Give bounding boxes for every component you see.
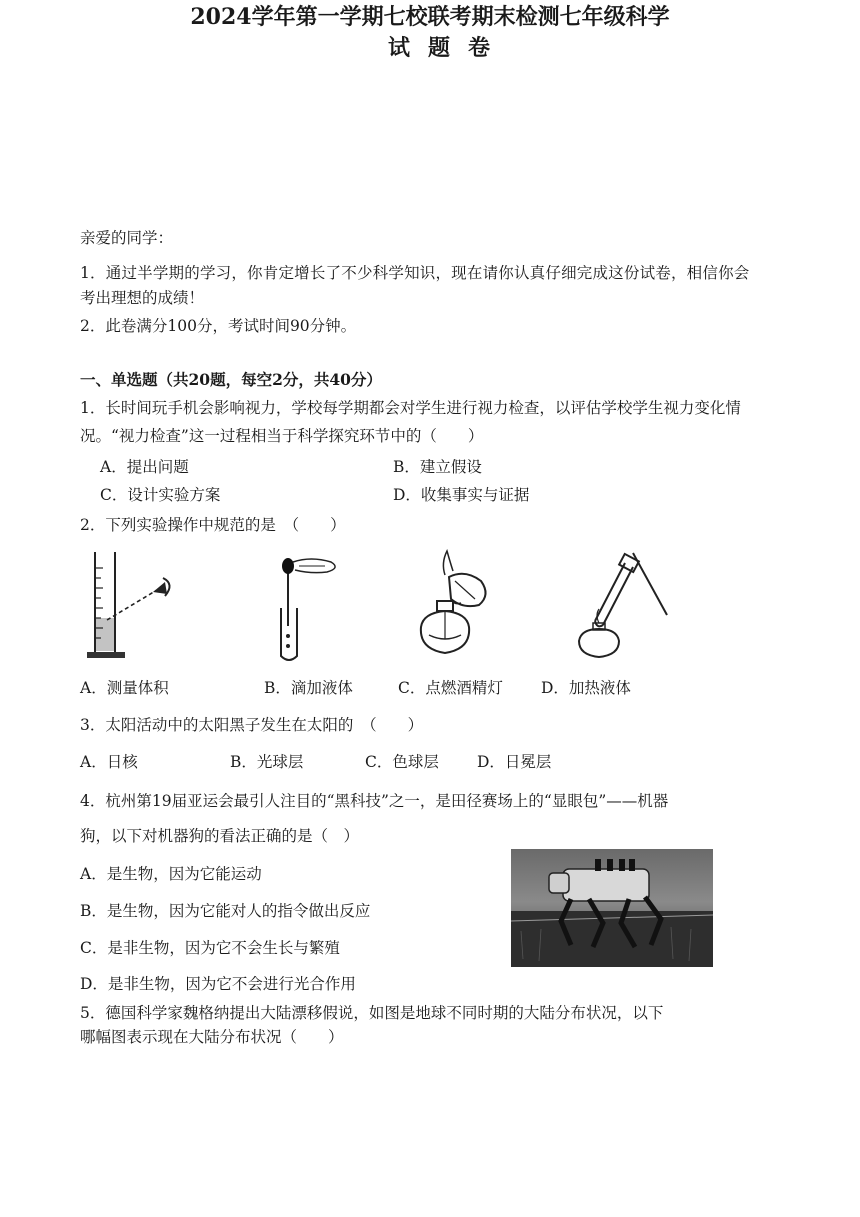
- greeting: 亲爱的同学：: [80, 229, 174, 247]
- question-1-option-b: B．建立假设: [393, 458, 482, 476]
- intro-note-1-line-1: 1．通过半学期的学习，你肯定增长了不少科学知识，现在请你认真仔细完成这份试卷，相信你会: [80, 264, 750, 282]
- question-2-option-a: A．测量体积: [80, 679, 169, 697]
- dropper-test-tube-figure: [255, 548, 345, 666]
- question-4-option-b: B．是生物，因为它能对人的指令做出反应: [80, 902, 371, 920]
- intro-note-1-line-2: 考出理想的成绩！: [80, 289, 205, 307]
- question-2-stem: 2．下列实验操作中规范的是 （ ）: [80, 516, 346, 534]
- question-5-stem-line-2: 哪幅图表示现在大陆分布状况（ ）: [80, 1028, 344, 1046]
- question-2-option-b: B．滴加液体: [264, 679, 353, 697]
- question-4-option-c: C．是非生物，因为它不会生长与繁殖: [80, 939, 340, 957]
- question-4-option-d: D．是非生物，因为它不会进行光合作用: [80, 975, 356, 993]
- question-3-option-c: C．色球层: [365, 753, 439, 771]
- question-5-stem-line-1: 5．德国科学家魏格纳提出大陆漂移假说，如图是地球不同时期的大陆分布状况，以下: [80, 1004, 664, 1022]
- measuring-cylinder-figure: [85, 548, 195, 663]
- question-4-stem-line-1: 4．杭州第19届亚运会最引人注目的“黑科技”之一，是田径赛场上的“显眼包”——机器: [80, 792, 669, 810]
- section-heading: 一、单选题（共20题，每空2分，共40分）: [80, 370, 382, 389]
- question-4-option-a: A．是生物，因为它能运动: [80, 865, 262, 883]
- question-1-option-c: C．设计实验方案: [100, 486, 221, 504]
- heating-liquid-figure: [565, 545, 675, 660]
- alcohol-lamp-lighting-figure: [405, 545, 500, 663]
- question-3-option-b: B．光球层: [230, 753, 304, 771]
- question-1-stem-line-2: 况。“视力检查”这一过程相当于科学探究环节中的（ ）: [80, 427, 484, 445]
- question-2-option-d: D．加热液体: [541, 679, 631, 697]
- robot-dog-photo: [511, 849, 713, 967]
- question-1-stem-line-1: 1．长时间玩手机会影响视力，学校每学期都会对学生进行视力检查，以评估学校学生视力变化情: [80, 399, 741, 417]
- question-3-option-a: A．日核: [80, 753, 138, 771]
- question-2-option-c: C．点燃酒精灯: [398, 679, 503, 697]
- question-3-stem: 3．太阳活动中的太阳黑子发生在太阳的 （ ）: [80, 716, 424, 734]
- page-subtitle: 试题卷: [387, 35, 508, 61]
- question-1-option-a: A．提出问题: [100, 458, 189, 476]
- intro-note-2: 2．此卷满分100分，考试时间90分钟。: [80, 317, 357, 335]
- question-3-option-d: D．日冕层: [477, 753, 552, 771]
- question-4-stem-line-2: 狗，以下对机器狗的看法正确的是（ ）: [80, 827, 360, 845]
- page-title: 2024学年第一学期七校联考期末检测七年级科学: [190, 4, 670, 30]
- question-1-option-d: D．收集事实与证据: [393, 486, 530, 504]
